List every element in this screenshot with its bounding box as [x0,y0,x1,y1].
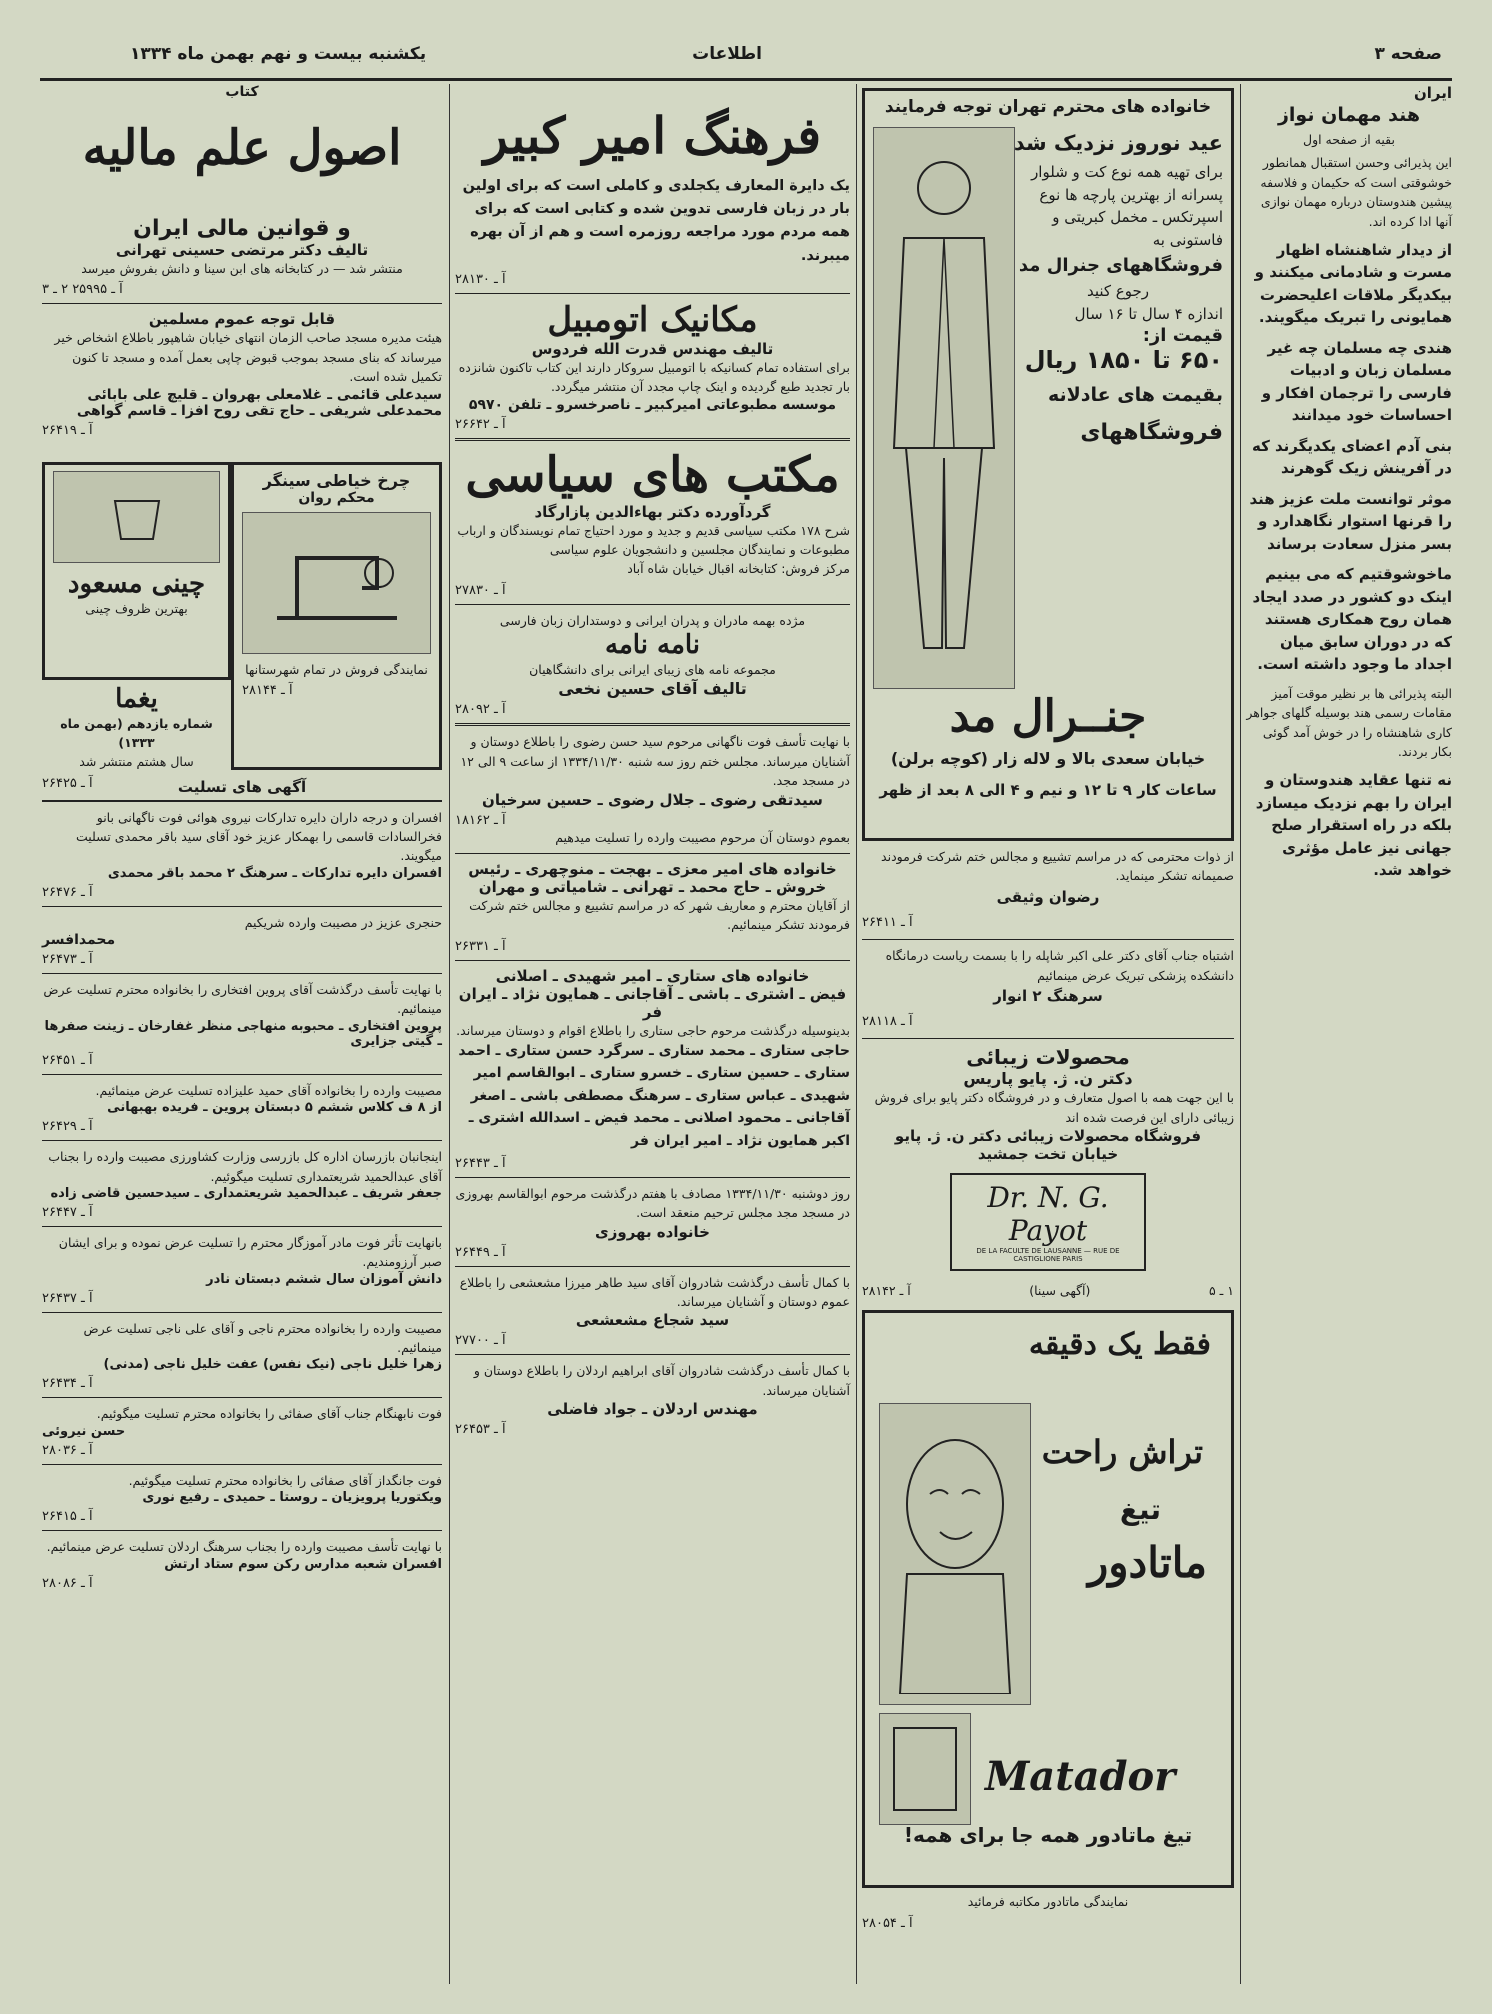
news-paragraph: این پذیرائی وحسن استقبال همانطور خوشوقتی است که حکیمان و فلاسفه پیشین هندوستان درباره مهمان نوازی آنها ادا کرده اند. [1260,155,1452,229]
ads-column-3: فرهنگ امیر کبیر یک دایرة المعارف یکجلدی و کاملی است که برای اولین بار در زبان فارسی تدوین شده و کتابی است که برای همه مردم مورد مراجعه روزمره است و هم از آن بهره میبرند. آ ـ ۲۸۱۳۰ مکانیک اتومبیل تالیف مهندس قدرت الله فردوس برای استفاده تمام کسانیکه با اتومبیل سروکار دارند این کتاب تاکنون شانزده بار تجدید طبع گردیده و اینک چاپ مجدد آن منتشر میگردد. موسسه مطبوعاتی امیرکبیر ـ ناصرخسرو ـ تلفن ۵۹۷۰ آ ـ ۲۶۶۴۲ مکتب های سیاسی گردآورده دکتر بهاءالدین پازارگاد شرح ۱۷۸ مکتب سیاسی قدیم و جدید و مورد احتیاج تمام نویسندگان و ارباب مطبوعات و نمایندگان مجلسین و دانشجویان علوم سیاسی مرکز فروش: کتابخانه اقبال خیابان شاه آباد آ ـ ۲۷۸۳۰ مژده بهمه مادران و پدران ایرانی و دوستداران زبان فارسی نامه نامه مجموعه نامه های زیبای ایرانی برای دانشگاهیان تالیف آقای حسین نخعی آ ـ ۲۸۰۹۲ با نهایت تأسف فوت ناگهانی مرحوم سید حسن رضوی را باطلاع دوستان و آشنایان میرساند. مجلس ختم روز سه شنبه ۱۳۳۴/۱۱/۳۰ از ساعت ۹ الی ۱۲ در مسجد مجد. سیدتقی رضوی ـ جلال رضوی ـ حسین سرخیان آ ـ ۱۸۱۶۲ بعموم دوستان آن مرحوم مصیبت وارده را تسلیت میدهیم خانواده های امیر معزی ـ بهجت ـ منوچهری ـ رئیس خروش ـ حاج محمد ـ تهرانی ـ شامیاتی و مهران از آقایان محترم و معاریف شهر که در مراسم تشییع و مجالس ختم شرکت فرمودند تشکر مینمائیم. آ ـ ۲۶۳۳۱ خانواده های ستاری ـ امیر شهیدی ـ اصلانی فیض ـ اشتری ـ باشی ـ آقاجانی ـ همایون نژاد ـ ایران فر بدینوسیله درگذشت مرحوم حاجی ستاری را باطلاع اقوام و دوستان میرساند. حاجی ستاری ـ محمد ستاری ـ سرگرد حسن ستاری ـ احمد ستاری ـ حسین ستاری ـ خسرو ستاری ـ ابوالقاسم امیر شهیدی ـ عباس ستاری ـ سرهنگ مصطفی باشی ـ اصغر آقاجانی ـ محمود اصلانی ـ محمد فیض ـ اسدالله اشتری ـ اکبر همایون نژاد ـ امیر ایران فر آ ـ ۲۶۴۴۳ روز دوشنبه ۱۳۳۴/۱۱/۳۰ مصادف با هفتم درگذشت مرحوم ابوالقاسم بهروزی در مسجد مجد مجلس ترحیم منعقد است. خانواده بهروزی آ ـ ۲۶۴۴۹ با کمال تأسف درگذشت شادروان آقای سید طاهر میرزا مشعشعی را باطلاع عموم دوستان و آشنایان میرساند. سید شجاع مشعشعی آ ـ ۲۷۷۰۰ با کمال تأسف درگذشت شادروان آقای ابراهیم اردلان را باطلاع دوستان و آشنایان میرساند. مهندس اردلان ـ جواد فاضلی آ ـ ۲۶۴۵۳ [455,106,850,1438]
chini-masoud-ad: چینی مسعود بهترین ظروف چینی [42,462,231,680]
news-highlight: هندی چه مسلمان چه غیر مسلمان زبان و ادبیات فارسی را ترجمان افکار و احساسات خود میدانند [1261,338,1452,425]
condolence-title: آگهی های تسلیت [42,778,442,802]
ads-column-2 [862,84,1234,1931]
gm-refer: رجوع کنید [1086,282,1150,300]
gm-fair-price: بقیمت های عادلانه [1047,384,1223,406]
gm-stores: فروشگاههای جنرال مد [1018,255,1223,276]
news-lead: بقیه از صفحه اول [1302,132,1395,147]
gm-brand: جنــرال مد [949,691,1147,742]
blade-pack-icon [879,1713,971,1825]
matador-code: آ ـ ۲۸۰۵۴ [862,1915,913,1931]
payot-ad: محصولات زیبائی دکتر ن. ژ. پایو پاریس با این جهت همه با اصول متعارف و در فروشگاه دکتر پایو برای فروش زیبائی دارای این فرصت شده اند فروشگاه محصولات زیبائی دکتر ن. ژ. پایو خیابان تخت جمشید Dr. N. G. Payot DE LA FACULTE DE LAUSANNE — RUE DE CASTIGLIONE PARIS ۱ ـ ۵ (آگهی سینا) آ ـ ۲۸۱۴۲ [862,1045,1234,1299]
gm-size: اندازه ۴ سال تا ۱۶ سال [1074,304,1223,323]
news-column [1246,84,1452,890]
gm-stores-2: فروشگاههای [1080,420,1223,445]
general-mod-ad [862,88,1234,841]
news-highlight: نه تنها عقاید هندوستان و ایران را بهم نزدیک میسازد بلکه در راه استقرار صلح جهانی نیز عامل مؤثری خواهد شد. [1255,771,1452,880]
finance-book-title: اصول علم مالیه [82,120,402,176]
news-highlight: موثر توانست ملت عزیز هند را قرنها استوار نگاهدارد و بسر منزل سعادت برساند [1249,489,1452,553]
gm-text: برای تهیه همه نوع کت و شلوار پسرانه از بهترین پارچه ها نوع اسپرتکس ـ مخمل کبریتی و فاستونی به [1031,163,1223,249]
news-highlight: از دیدار شاهنشاه اظهار مسرت و شادمانی میکنند و بیکدیگر ملاقات اعلیحضرت همایونی را تبریک میگویند. [1254,240,1452,327]
gm-headline: خانواده های محترم تهران توجه فرمایند [884,97,1212,117]
thanks-ad: از ذوات محترمی که در مراسم تشییع و مجالس ختم شرکت فرمودند صمیمانه تشکر مینماید. رضوان وثیقی آ ـ ۲۶۴۱۱ [862,849,1234,930]
matador-ad: فقط یک دقیقه تراش راحت تیغ ماتادور Matador تیغ ماتادور همه جا برای همه! [862,1310,1234,1888]
payot-logo: Dr. N. G. Payot DE LA FACULTE DE LAUSANNE — RUE DE CASTIGLIONE PARIS [950,1173,1146,1271]
amir-kabir-title: فرهنگ امیر کبیر [483,106,822,165]
sewing-machine-illustration [242,512,431,654]
cup-icon [107,487,167,547]
political-schools-title: مکتب های سیاسی [465,446,840,503]
section-label: ایران [1413,84,1452,102]
name-book-title: نامه نامه [604,630,701,660]
paper-name: اطلاعات [692,44,762,64]
doctor-ad: اشتباه جناب آقای دکتر علی اکبر شاپله را با بسمت ریاست درمانگاه دانشکده پزشکی تبریک عرض مینمائیم سرهنگ ۲ انوار آ ـ ۲۸۱۱۸ [862,948,1234,1030]
matador-agent: نمایندگی ماتادور مکاتبه فرمائید [967,1894,1129,1910]
cup-illustration [53,471,220,563]
news-highlight: بنی آدم اعضای یکدیگرند که در آفرینش زیک گوهرند [1251,436,1452,478]
issue-date: یکشنبه بیست و نهم بهمن ماه ۱۳۳۴ [130,44,427,64]
sewing-machine-icon [267,528,407,638]
face-icon [890,1414,1020,1694]
yaghma-title: یغما [115,683,158,714]
singer-ad: چرخ خیاطی سینگر محکم روان نمایندگی فروش در تمام شهرستانها آ ـ ۲۸۱۴۴ [231,462,442,770]
boy-in-suit-icon [884,148,1004,668]
gm-price-label: قیمت از: [1142,325,1223,346]
gm-price: ۶۵۰ تا ۱۸۵۰ ریال [1024,346,1223,374]
gm-eid: عید نوروز نزدیک شد [1013,131,1223,155]
ads-column-4: کتاب اصول علم مالیه و قوانین مالی ایران تالیف دکتر مرتضی حسینی تهرانی منتشر شد — در کتابخانه های ابن سینا و دانش بفروش میرسد آ ـ ۲۵۹۹۵ ۲ ـ ۳ قابل توجه عموم مسلمین هیئت مدیره مسجد صاحب الزمان انتهای خیابان شاهپور باطلاع اشخاص خیر میرساند که بنای مسجد بموجب قبوض چاپی بعمل آمده و مسجد تا کنون تکمیل شده است. سیدعلی قائمی ـ غلامعلی بهروان ـ قلیچ علی بابائی محمدعلی شریفی ـ حاج تقی روح افزا ـ قاسم گواهی آ ـ ۲۶۴۱۹ چرخ خیاطی سینگر محکم روان نمایندگی فروش در تمام شهرستانها آ ـ ۲۸۱۴۴ چینی مسعود بهترین ظروف چینی یغما شماره یازدهم (بهمن ماه ۱۳۳۳) سال هشتم منتشر شد آ ـ ۲۶۴۲۵ آگهی های تسلیت افسران و درجه داران دایره تدارکات نیروی هوائی فوت ناگهانی بانو فخرالسادات قاسمی را بهمکار عزیز خود آقای سید باقر محمدی تسلیت میگویند. افسران دایره تدارکات ـ سرهنگ ۲ محمد باقر محمدی آ ـ ۲۶۴۷۶ حنجری عزیز در مصیبت وارده شریکیم محمدافسر آ ـ ۲۶۴۷۳ با نهایت تأسف درگذشت آقای پروین افتخاری را بخانواده محترم تسلیت عرض مینمائیم. پروین افتخاری ـ محبوبه منهاجی منظر غفارخان ـ زینت صفرها ـ گیتی جزایری آ ـ ۲۶۴۵۱ مصیبت وارده را بخانواده آقای حمید علیزاده تسلیت عرض مینمائیم. از ۸ ف کلاس ششم ۵ دبستان پروین ـ فریده بهبهانی آ ـ ۲۶۴۲۹ اینجانبان بازرسان اداره کل بازرسی وزارت کشاورزی مصیبت وارده را بجناب آقای عبدالحمید شریعتمداری تسلیت میگوئیم. جعفر شریف ـ عبدالحمید شریعتمداری ـ سیدحسین قاضی زاده آ ـ ۲۶۴۴۷ بانهایت تأثر فوت مادر آموزگار محترم را تسلیت عرض نموده و برای ایشان صبر آرزومندیم. دانش آموزان سال ششم دبستان نادر آ ـ ۲۶۴۳۷ مصیبت وارده را بخانواده محترم ناجی و آقای علی ناجی تسلیت عرض مینمائیم. زهرا خلیل ناجی (نیک نفس) عفت خلیل ناجی (مدنی) آ ـ ۲۶۴۳۴ فوت نابهنگام جناب آقای صفائی را بخانواده محترم تسلیت میگوئیم. حسن نیروئی آ ـ ۲۸۰۳۶ فوت جانگداز آقای صفائی را بخانواده محترم تسلیت میگوئیم. ویکتوریا پرویزیان ـ روستا ـ حمیدی ـ رفیع نوری آ ـ ۲۶۴۱۵ با نهایت تأسف مصیبت وارده را بجناب سرهنگ اردلان تسلیت عرض مینمائیم. افسران شعبه مدارس رکن سوم ستاد ارتش آ ـ ۲۸۰۸۶ [42,84,442,1591]
gm-hours: ساعات کار ۹ تا ۱۲ و نیم و ۴ الی ۸ بعد از ظهر [879,781,1217,799]
page-header [40,38,1452,81]
news-title: هند مهمان نواز [1277,104,1421,126]
page-number: صفحه ۳ [1374,44,1442,64]
gm-address: خیابان سعدی بالا و لاله زار (کوچه برلن) [890,749,1206,768]
man-shaving-illustration [879,1403,1031,1705]
mechanic-book-title: مکانیک اتومبیل [547,299,758,340]
news-highlight: ماخوشوقتیم که می بینیم اینک دو کشور در صدد ایجاد همان روح همکاری هستند که در دوران سابق میان اجداد ما وجود داشته است. [1252,565,1452,674]
suit-illustration [873,127,1015,689]
news-paragraph: البته پذیرائی ها بر نظیر موقت آمیز مقامات رسمی هند بوسیله گلهای جواهر کاری شاهنشاه را در خوش آمد گوئی بکار بردند. [1246,685,1452,759]
